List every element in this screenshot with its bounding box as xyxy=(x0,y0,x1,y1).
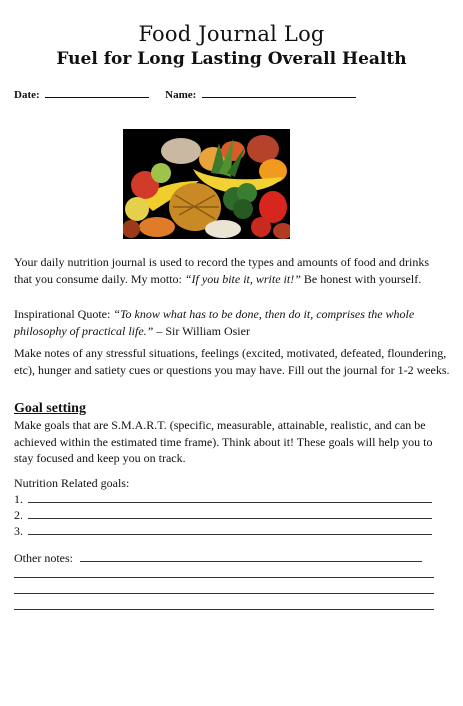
notes-line[interactable] xyxy=(14,599,434,614)
goal-number: 1. xyxy=(14,492,23,506)
quote-author: – Sir William Osier xyxy=(153,323,250,338)
goal-line-1[interactable] xyxy=(14,492,432,507)
date-label: Date: xyxy=(14,89,40,101)
quote-text: “To know what has to be done, then do it, comprises the whole philosophy of practical life.” xyxy=(14,307,415,338)
notes-line[interactable] xyxy=(14,583,434,598)
notes-instructions: Make notes of any stressful situations, feelings (excited, motivated, defeated, floundering, etc), hunger and satiety cues or questions you may have. Fill out the journal for 1-2 weeks. xyxy=(14,346,450,377)
date-field[interactable] xyxy=(45,87,149,98)
goal-number: 3. xyxy=(14,524,23,538)
intro-paragraph xyxy=(14,254,450,287)
page-title: Food Journal Log xyxy=(138,22,325,46)
quote-label: Inspirational Quote: xyxy=(14,307,114,321)
goal-setting-text: Make goals that are S.M.A.R.T. (specific, measurable, attainable, realistic, and can be achieved within the estimated time frame). Think about it! These goals will help you to stay focused and keep you on track. xyxy=(14,418,433,465)
header-fields xyxy=(14,87,356,101)
page-subtitle: Fuel for Long Lasting Overall Health xyxy=(56,49,407,69)
intro-text: Your daily nutrition journal is used to record the types and amounts of food and drinks that you consume daily. My motto: xyxy=(14,255,430,286)
name-label: Name: xyxy=(165,89,197,101)
goal-number: 2. xyxy=(14,508,23,522)
motto-text: “If you bite it, write it!” xyxy=(184,271,301,286)
quote-paragraph xyxy=(14,306,450,339)
goal-setting-heading: Goal setting xyxy=(14,401,86,416)
goal-line-3[interactable] xyxy=(14,524,432,539)
fruit-and-vegetables-photo xyxy=(123,129,290,239)
other-notes-label: Other notes: xyxy=(14,551,73,565)
name-field[interactable] xyxy=(202,87,356,98)
other-notes-line[interactable] xyxy=(14,551,422,566)
goal-line-2[interactable] xyxy=(14,508,432,523)
intro-after: Be honest with yourself. xyxy=(300,271,422,286)
notes-line[interactable] xyxy=(14,567,434,582)
nutrition-goals-label: Nutrition Related goals: xyxy=(14,476,130,490)
